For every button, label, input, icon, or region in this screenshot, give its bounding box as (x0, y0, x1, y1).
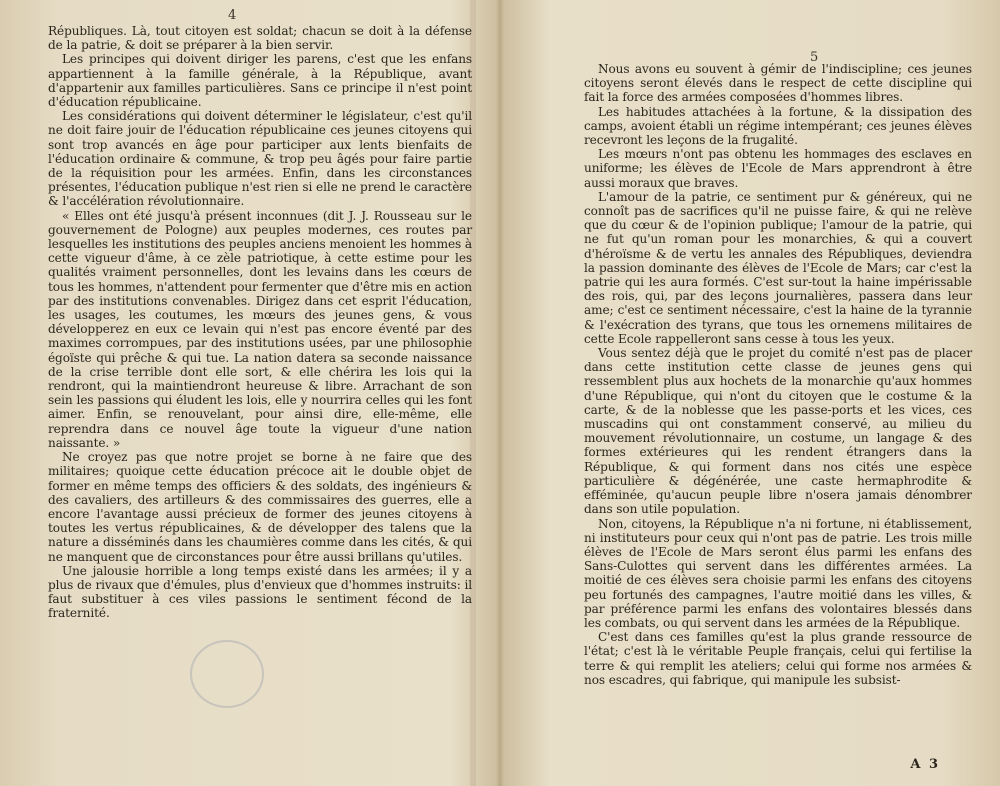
paragraph: C'est dans ces familles qu'est la plus grande ressource de l'état; c'est là le véritable Peuple français, celui qui fertilise la terre & qui remplit les ateliers; celui qui forme nos armées & nos escadres, qui fabrique, qui manipule les subsist- (584, 630, 972, 687)
page-number: 4 (228, 8, 237, 23)
signature-mark: A 3 (910, 757, 940, 772)
paragraph: Non, citoyens, la République n'a ni fortune, ni établissement, ni instituteurs pour ceux qui n'ont pas de patrie. Les trois mille élèves de l'Ecole de Mars seront élus parmi les enfans des Sans-Culottes qui servent dans les différentes armées. La moitié de ces élèves sera choisie parmi les enfans des citoyens peu fortunés des campagnes, l'autre moitié dans les villes, & par préférence parmi les enfans des volontaires blessés dans les combats, ou qui servent dans les armées de la République. (584, 516, 972, 630)
paragraph: Les habitudes attachées à la fortune, & la dissipation des camps, avoient établi un régime intempérant; ces jeunes élèves recevront les leçons de la frugalité. (584, 104, 972, 148)
page-number: 5 (810, 50, 819, 65)
paragraph: Les mœurs n'ont pas obtenu les hommages des esclaves en uniforme; les élèves de l'Ecole de Mars apprendront à être aussi moraux que braves. (584, 147, 972, 190)
paragraph: « Elles ont été jusqu'à présent inconnues (dit J. J. Rousseau sur le gouvernement de Pologne) aux peuples modernes, ces routes par lesquelles les institutions des peuples anciens menoient les hommes à cette vigueur d'âme, à ce zèle patriotique, à cette estime pour les qualités vraiment personnelles, dont les levains dans les cœurs de tous les hommes, n'attendent pour fermenter que d'être mis en action par des institutions convenables. Dirigez dans cet esprit l'éducation, les usages, les coutumes, les mœurs des jeunes gens, & vous développerez en eux ce levain qui n'est pas encore éventé par des maximes corrompues, par des institutions usées, par une philosophie égoïste qui prêche & qui tue. La nation datera sa seconde naissance de la crise terrible dont elle sort, & elle chérira les lois qui la rendront, qui la maintiendront heureuse & libre. Arrachant de son sein les passions qui éludent les lois, elle y nourrira celles qui les font aimer. Enfin, se renouvelant, pour ainsi dire, elle-même, elle reprendra dans ce nouvel âge toute la vigueur d'une nation naissante. » (48, 208, 472, 450)
paragraph: Républiques. Là, tout citoyen est soldat; chacun se doit à la défense de la patrie, & doit se préparer à la bien servir. (48, 24, 472, 53)
right-page (500, 0, 1000, 786)
paragraph: Nous avons eu souvent à gémir de l'indiscipline; ces jeunes citoyens seront élevés dans le respect de cette discipline qui fait la force des armées composées d'hommes libres. (584, 62, 972, 105)
paragraph: Les principes qui doivent diriger les parens, c'est que les enfans appartiennent à la famille générale, à la République, avant d'appartenir aux familles particulières. Sans ce principe il n'est point d'éducation républicaine. (48, 52, 472, 110)
paragraph: Les considérations qui doivent déterminer le législateur, c'est qu'il ne doit faire jouir de l'éducation républicaine ces jeunes citoyens qui sont trop avancés en âge pour participer aux lents bienfaits de l'éducation ordinaire & commune, & trop peu âgés pour faire partie de la réquisition pour les armées. Enfin, dans les circonstances présentes, l'éducation publique n'est rien si elle ne prend le caractère & l'accélération révolutionnaire. (48, 109, 472, 209)
paragraph: Ne croyez pas que notre projet se borne à ne faire que des militaires; quoique cette éducation précoce ait le double objet de former en même temps des officiers & des soldats, des ingénieurs & des cavaliers, des artilleurs & des commissaires des guerres, elle a encore l'avantage aussi précieux de former des jeunes citoyens à toutes les vertus républicaines, & de développer des talens que la nature a disséminés dans les chaumières comme dans les cités, & qui ne manquent que de circonstances pour être aussi brillans qu'utiles. (48, 450, 472, 564)
paper-stain (190, 640, 264, 708)
paragraph: L'amour de la patrie, ce sentiment pur & généreux, qui ne connoît pas de sacrifices qu'il ne puisse faire, & qui ne relève que du cœur & de l'opinion publique; l'amour de la patrie, qui ne fut qu'un roman pour les monarchies, & qui a couvert d'héroïsme & de vertu les annales des Républiques, deviendra la passion dominante des élèves de l'Ecole de Mars; car c'est la patrie qui les aura formés. C'est sur-tout la haine impérissable des rois, qui, par des leçons journalières, passera dans leur ame; c'est ce sentiment nécessaire, c'est la haine de la tyrannie & l'exécration des tyrans, que tous les ornemens militaires de cette Ecole rappelleront sans cesse à tous les yeux. (584, 189, 972, 346)
paragraph: Vous sentez déjà que le projet du comité n'est pas de placer dans cette institution cette classe de jeunes gens qui ressemblent plus aux hochets de la monarchie qu'aux hommes d'une République, qui n'ont du citoyen que le costume & la carte, & de la noblesse que les passe-ports et les vices, ces muscadins qui ont constamment conservé, au milieu du mouvement révolutionnaire, un costume, un langage & des formes extérieures qui les rendent étrangers dans la République, & qui forment dans nos cités une espèce particulière & dégénérée, une caste hermaphrodite & efféminée, qu'aucun peuple libre n'osera jamais dénombrer dans son utile population. (584, 346, 972, 517)
paragraph: Une jalousie horrible a long temps existé dans les armées; il y a plus de rivaux que d'émules, plus d'envieux que d'hommes instruits: il faut substituer à ces viles passions le sentiment fécond de la fraternité. (48, 563, 472, 621)
